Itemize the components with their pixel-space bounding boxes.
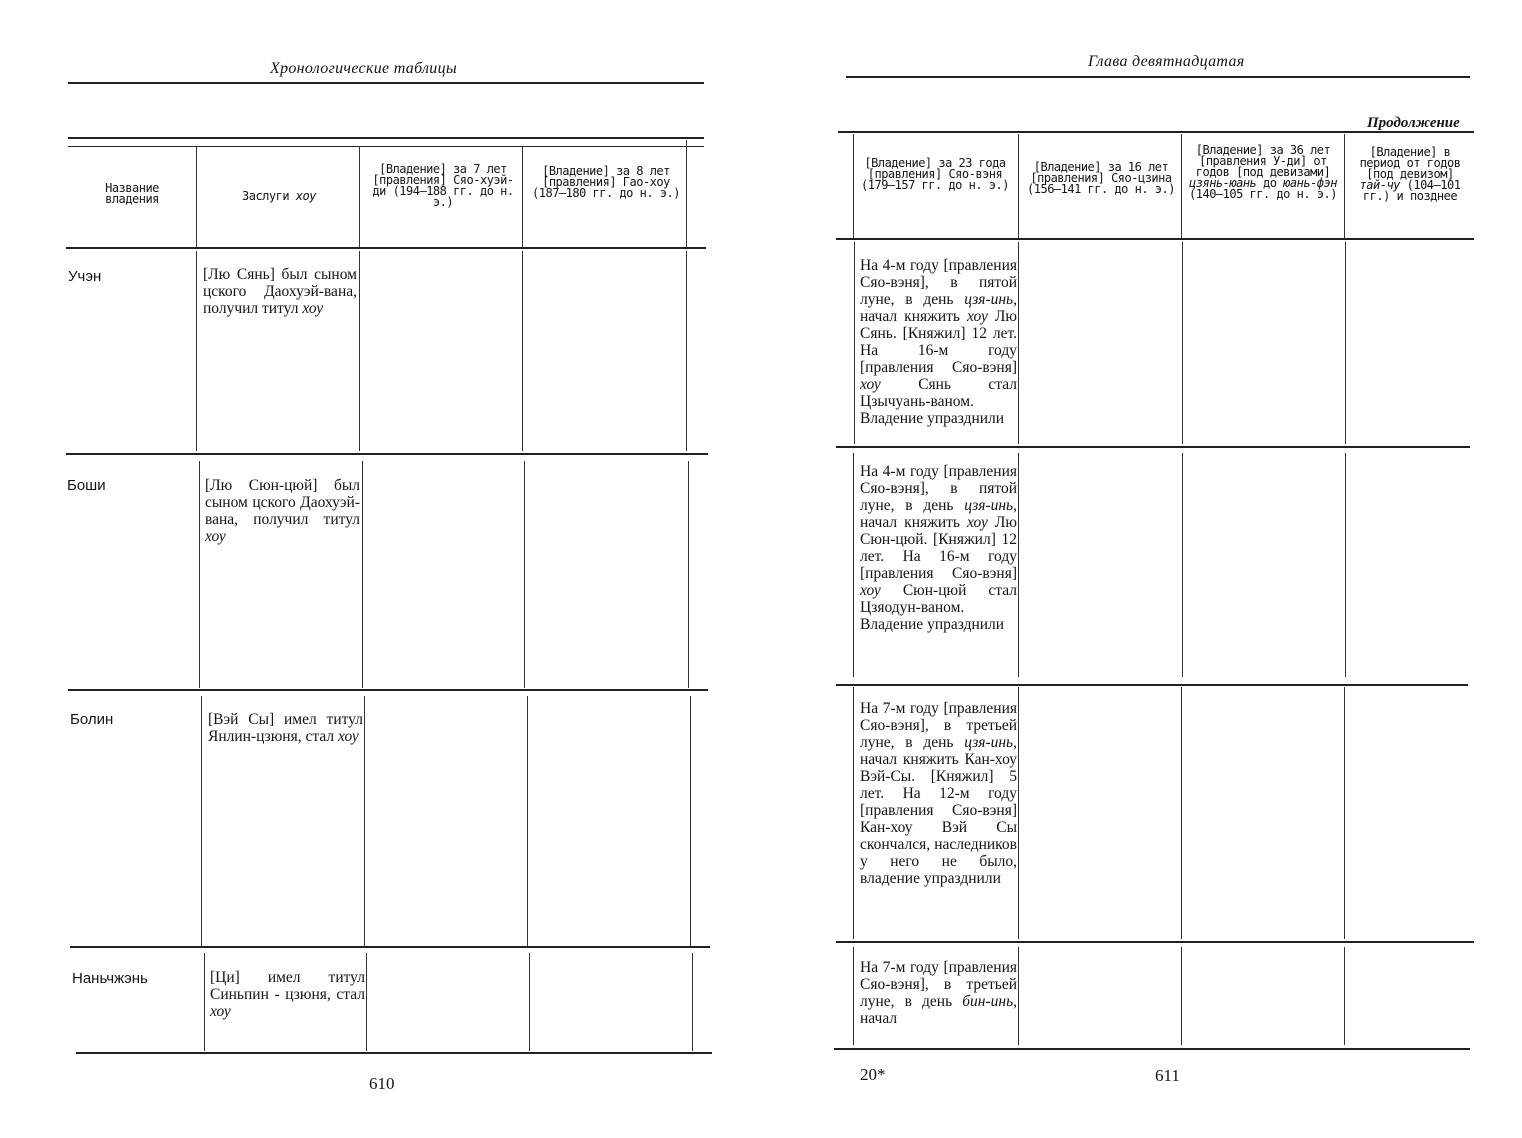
right-row3-text: На 7-м году [правления Сяо-вэня], в третьей луне, в день цзя-инь, начал княжить Кан-хоу Вэй-Сы. [Княжил] 5 лет. На 12-м году [правления Сяо-вэня] Кан-хоу Вэй Сы скончался, наследников у него не было, владение упразднили <box>860 700 1017 887</box>
right-vline-row3-4 <box>1344 687 1345 939</box>
left-table-bottom-rule <box>76 1052 712 1054</box>
right-vline-row1-4 <box>1345 242 1346 444</box>
right-row-sep-2 <box>836 684 1468 686</box>
left-header-bottom-rule <box>66 247 706 249</box>
left-header-name: Название владения <box>105 181 159 206</box>
left-page-number: 610 <box>369 1074 395 1093</box>
right-vline-header-4 <box>1344 134 1345 238</box>
right-row1-text: На 4-м году [правления Сяо-вэня], в пятой луне, в день цзя-инь, начал княжить хоу Лю Сянь. [Княжил] 12 лет. На 16-м году [правления Сяо-вэня] хоу Сянь стал Цзычуань-ваном. Владение упразднили <box>860 257 1018 427</box>
left-header-col1: [Владение] за 7 лет [правления] Сяо-хуэй-ди (194—188 гг. до н. э.) <box>372 162 514 209</box>
left-row2-merits: [Лю Сюн-цюй] был сыном цского Даохуэй-вана, получил титул хоу <box>205 477 360 545</box>
right-row2-text: На 4-м году [правления Сяо-вэня], в пятой луне, в день цзя-инь, начал княжить хоу Лю Сюн-цюй. [Княжил] 12 лет. На 16-м году [правления Сяо-вэня] хоу Сюн-цюй стал Цзяодун-ваном. Владение упразднили <box>860 463 1018 633</box>
left-table-top-rule <box>68 137 704 139</box>
left-row1-merits: [Лю Сянь] был сыном цского Даохуэй-вана, получил титул хоу <box>203 266 357 317</box>
footnote-marker: 20* <box>860 1065 886 1084</box>
right-vline-row2-1 <box>853 453 854 677</box>
left-header-top-rule <box>68 146 704 147</box>
right-vline-row3-1 <box>853 687 854 939</box>
right-header-col4: [Владение] в период от годов [под девизом] тай-чу (104—101 гг.) и позднее <box>1359 145 1461 203</box>
right-vline-row3-3 <box>1181 687 1182 939</box>
right-vline-header-2 <box>1018 134 1019 238</box>
left-running-head: Хронологические таблицы <box>270 60 458 77</box>
left-vline-header-4 <box>686 140 687 247</box>
left-row4-merits: [Ци] имел титул Синьпин - цзюня, стал хоу <box>210 969 365 1020</box>
left-vline-header-2 <box>359 146 360 247</box>
right-vline-row1-1 <box>854 242 855 444</box>
left-vline-row3-2 <box>364 696 365 946</box>
left-row4-name: Наньчжэнь <box>72 970 148 987</box>
left-vline-row4-2 <box>366 953 367 1051</box>
right-row-sep-1 <box>836 446 1470 448</box>
right-vline-row1-2 <box>1018 242 1019 444</box>
left-vline-row3-1 <box>201 696 202 946</box>
left-vline-row3-3 <box>527 696 528 946</box>
left-head-rule <box>68 82 704 84</box>
right-head-rule <box>846 76 1470 78</box>
left-vline-row1-1 <box>196 251 197 451</box>
left-row3-merits: [Вэй Сы] имел титул Янлин-цзюня, стал хоу <box>208 711 363 745</box>
right-table-top-rule <box>838 131 1474 133</box>
left-vline-header-1 <box>196 146 197 247</box>
left-vline-row1-4 <box>686 251 687 451</box>
left-vline-row2-2 <box>362 461 363 688</box>
left-row-sep-3 <box>70 946 710 948</box>
left-vline-header-3 <box>522 146 523 247</box>
left-vline-row4-1 <box>204 953 205 1051</box>
right-row-sep-3 <box>836 941 1474 943</box>
left-row2-name: Боши <box>67 477 106 494</box>
right-row4-text: На 7-м году [правления Сяо-вэня], в третьей луне, в день бин-инь, начал <box>860 959 1017 1027</box>
continuation-label: Продолжение <box>1367 115 1460 131</box>
right-vline-row4-3 <box>1181 947 1182 1045</box>
left-header-merits: Заслуги хоу <box>242 189 316 203</box>
right-header-bottom-rule <box>836 238 1474 240</box>
right-running-head: Глава девятнадцатая <box>1088 53 1245 70</box>
right-table-bottom-rule <box>834 1048 1470 1050</box>
right-vline-header-3 <box>1181 134 1182 238</box>
right-vline-row4-4 <box>1344 947 1345 1045</box>
left-row3-name: Болин <box>70 711 114 728</box>
right-vline-row1-3 <box>1182 242 1183 444</box>
right-header-col3: [Владение] за 36 лет [правления У-ди] от годов [под девизами] цзянь-юань до юань-фэн (140—105 гг. до н. э.) <box>1189 143 1337 201</box>
left-header-col2: [Владение] за 8 лет [правления] Гао-хоу (187—180 гг. до н. э.) <box>532 164 680 200</box>
left-row-sep-2 <box>68 689 708 691</box>
left-vline-row1-2 <box>359 251 360 451</box>
left-row-sep-1 <box>66 453 708 455</box>
right-header-col1: [Владение] за 23 года [правления] Сяо-вэня (179—157 гг. до н. э.) <box>861 156 1009 192</box>
left-vline-row4-3 <box>529 953 530 1051</box>
left-vline-row2-1 <box>199 461 200 688</box>
right-vline-header-1 <box>853 134 854 238</box>
right-vline-row3-2 <box>1018 687 1019 939</box>
left-vline-row1-3 <box>522 251 523 451</box>
right-vline-row2-3 <box>1182 453 1183 677</box>
right-vline-row2-2 <box>1018 453 1019 677</box>
left-vline-row4-4 <box>692 953 693 1051</box>
left-row1-name: Учэн <box>68 268 102 285</box>
right-header-col2: [Владение] за 16 лет [правления] Сяо-цзина (156—141 гг. до н. э.) <box>1027 160 1175 196</box>
left-vline-row3-4 <box>690 696 691 946</box>
right-vline-row2-4 <box>1345 453 1346 677</box>
left-vline-row2-3 <box>524 461 525 688</box>
right-vline-row4-2 <box>1018 947 1019 1045</box>
right-page-number: 611 <box>1155 1066 1180 1085</box>
left-vline-row2-4 <box>688 461 689 688</box>
right-vline-row4-1 <box>853 947 854 1045</box>
